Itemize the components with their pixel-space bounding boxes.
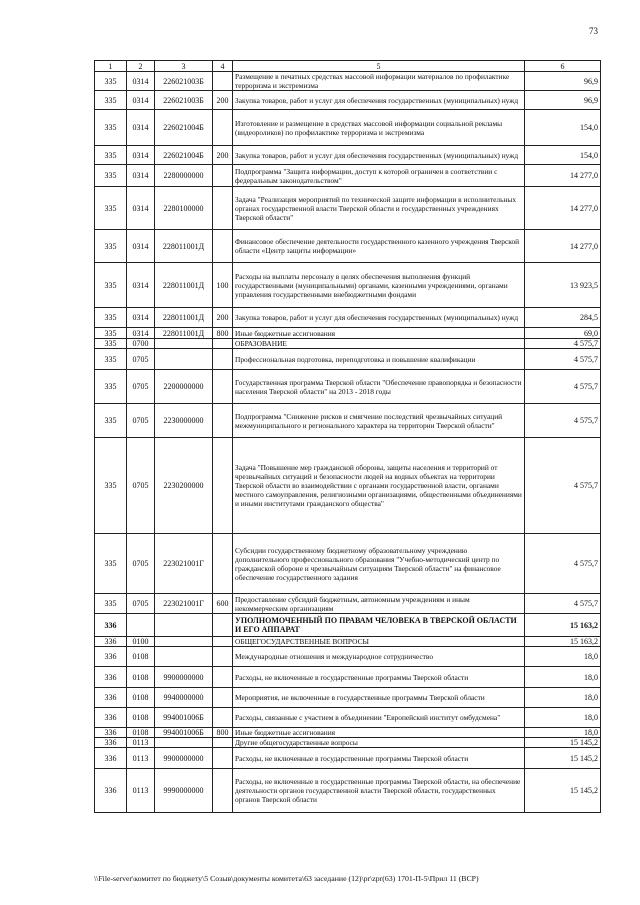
amount-cell: 154,0 — [525, 110, 601, 146]
department-code-cell: 335 — [95, 72, 127, 91]
expense-type-cell: 200 — [213, 146, 233, 165]
department-code-cell: 335 — [95, 438, 127, 534]
expense-type-cell — [213, 637, 233, 647]
section-code-cell: 0108 — [127, 667, 155, 688]
section-code-cell: 0113 — [127, 738, 155, 748]
table-row — [95, 187, 601, 230]
target-article-cell: 9900000000 — [155, 748, 213, 769]
expense-type-cell: 800 — [213, 328, 233, 339]
table-row — [95, 328, 601, 339]
description-cell: Иные бюджетные ассигнования — [233, 328, 525, 339]
department-code-cell: 336 — [95, 738, 127, 748]
department-code-cell: 336 — [95, 708, 127, 728]
table-row — [95, 769, 601, 813]
target-article-cell: 2230000000 — [155, 404, 213, 438]
column-header-2: 2 — [127, 61, 155, 72]
expense-type-cell — [213, 370, 233, 404]
target-article-cell: 9900000000 — [155, 667, 213, 688]
amount-cell: 4 575,7 — [525, 534, 601, 594]
amount-cell: 96,9 — [525, 72, 601, 91]
column-header-6: 6 — [525, 61, 601, 72]
description-cell: Задача "Повышение мер гражданской обороны, защиты населения и территорий от чрезвычайных ситуаций и безопасности людей на водных объектах на территории Тверской области во взаимодействии с органами государственной власти, органами местного самоуправления, религиозными организациями, общественными объединениями и иными институтами гражданского общества" — [233, 438, 525, 534]
description-cell: УПОЛНОМОЧЕННЫЙ ПО ПРАВАМ ЧЕЛОВЕКА В ТВЕРСКОЙ ОБЛАСТИ И ЕГО АППАРАТ — [233, 614, 525, 637]
amount-cell: 15 145,2 — [525, 769, 601, 813]
section-code-cell: 0314 — [127, 230, 155, 263]
expense-type-cell: 200 — [213, 308, 233, 328]
description-cell: Финансовое обеспечение деятельности государственного казенного учреждения Тверской области «Центр защиты информации» — [233, 230, 525, 263]
amount-cell: 4 575,7 — [525, 594, 601, 614]
description-cell: Международные отношения и международное сотрудничество — [233, 647, 525, 667]
expense-type-cell — [213, 748, 233, 769]
department-code-cell: 335 — [95, 230, 127, 263]
description-cell: Профессиональная подготовка, переподготовка и повышение квалификации — [233, 349, 525, 370]
expense-type-cell — [213, 738, 233, 748]
description-cell: Расходы, не включенные в государственные программы Тверской области — [233, 667, 525, 688]
amount-cell: 284,5 — [525, 308, 601, 328]
expense-type-cell — [213, 349, 233, 370]
section-code-cell: 0314 — [127, 146, 155, 165]
table-row — [95, 146, 601, 165]
table-row — [95, 165, 601, 187]
target-article-cell: 9990000000 — [155, 769, 213, 813]
department-code-cell: 335 — [95, 349, 127, 370]
description-cell: Субсидии государственному бюджетному образовательному учреждению дополнительного профессионального образования "Учебно-методический центр по гражданской обороне и чрезвычайным ситуациям Тверской области" на финансовое обеспечение государственного задания — [233, 534, 525, 594]
amount-cell: 14 277,0 — [525, 165, 601, 187]
footer-file-path: \\File-server\комитет по бюджету\5 Созыв\документы комитета\63 заседание (12)\pr\zpr(63) 1701-П-5\Прил 11 (ВСР) — [94, 874, 479, 883]
expense-type-cell — [213, 708, 233, 728]
table-row — [95, 637, 601, 647]
description-cell: Расходы, не включенные в государственные программы Тверской области, на обеспечение деятельности органов государственной власти Тверской области, государственных органов Тверской области — [233, 769, 525, 813]
table-row — [95, 728, 601, 738]
section-code-cell — [127, 614, 155, 637]
section-code-cell: 0705 — [127, 534, 155, 594]
department-code-cell: 335 — [95, 165, 127, 187]
description-cell: Предоставление субсидий бюджетным, автономным учреждениям и иным некоммерческим организациям — [233, 594, 525, 614]
table-row — [95, 110, 601, 146]
amount-cell: 18,0 — [525, 667, 601, 688]
amount-cell: 4 575,7 — [525, 370, 601, 404]
department-code-cell: 335 — [95, 187, 127, 230]
target-article-cell: 223021001Г — [155, 594, 213, 614]
table-row — [95, 308, 601, 328]
table-row — [95, 667, 601, 688]
section-code-cell: 0314 — [127, 263, 155, 308]
section-code-cell: 0705 — [127, 349, 155, 370]
amount-cell: 4 575,7 — [525, 438, 601, 534]
section-code-cell: 0108 — [127, 647, 155, 667]
expense-type-cell — [213, 769, 233, 813]
target-article-cell: 223021001Г — [155, 534, 213, 594]
amount-cell: 18,0 — [525, 728, 601, 738]
amount-cell: 15 163,2 — [525, 637, 601, 647]
expense-type-cell — [213, 339, 233, 349]
table-row — [95, 614, 601, 637]
description-cell: Мероприятия, не включенные в государственные программы Тверской области — [233, 688, 525, 708]
table-header-row — [95, 61, 601, 72]
amount-cell: 18,0 — [525, 688, 601, 708]
department-code-cell: 336 — [95, 748, 127, 769]
amount-cell: 14 277,0 — [525, 187, 601, 230]
target-article-cell — [155, 647, 213, 667]
amount-cell: 15 145,2 — [525, 738, 601, 748]
table-row — [95, 370, 601, 404]
table-row — [95, 339, 601, 349]
table-row — [95, 688, 601, 708]
amount-cell: 4 575,7 — [525, 339, 601, 349]
section-code-cell: 0314 — [127, 328, 155, 339]
column-header-3: 3 — [155, 61, 213, 72]
table-body — [95, 72, 601, 813]
section-code-cell: 0113 — [127, 748, 155, 769]
section-code-cell: 0700 — [127, 339, 155, 349]
expense-type-cell — [213, 647, 233, 667]
target-article-cell: 2230200000 — [155, 438, 213, 534]
expense-type-cell — [213, 438, 233, 534]
target-article-cell: 226021003Б — [155, 72, 213, 91]
description-cell: ОБЩЕГОСУДАРСТВЕННЫЕ ВОПРОСЫ — [233, 637, 525, 647]
amount-cell: 15 163,2 — [525, 614, 601, 637]
expense-type-cell — [213, 404, 233, 438]
table-row — [95, 594, 601, 614]
section-code-cell: 0314 — [127, 72, 155, 91]
section-code-cell: 0705 — [127, 370, 155, 404]
department-code-cell: 335 — [95, 534, 127, 594]
description-cell: Расходы, связанные с участием в объединении "Европейский институт омбудсмена" — [233, 708, 525, 728]
target-article-cell: 228011001Д — [155, 328, 213, 339]
table-row — [95, 72, 601, 91]
section-code-cell: 0314 — [127, 91, 155, 110]
description-cell: Закупка товаров, работ и услуг для обеспечения государственных (муниципальных) нужд — [233, 146, 525, 165]
budget-table — [94, 60, 601, 813]
department-code-cell: 335 — [95, 339, 127, 349]
section-code-cell: 0705 — [127, 404, 155, 438]
description-cell: Подпрограмма "Снижение рисков и смягчение последствий чрезвычайных ситуаций межмуниципального и регионального характера на территории Тверской области" — [233, 404, 525, 438]
expense-type-cell: 200 — [213, 91, 233, 110]
department-code-cell: 336 — [95, 728, 127, 738]
section-code-cell: 0108 — [127, 688, 155, 708]
amount-cell: 69,0 — [525, 328, 601, 339]
department-code-cell: 335 — [95, 146, 127, 165]
target-article-cell: 9940000000 — [155, 688, 213, 708]
target-article-cell: 226021003Б — [155, 91, 213, 110]
department-code-cell: 336 — [95, 614, 127, 637]
expense-type-cell — [213, 534, 233, 594]
target-article-cell: 994001006Б — [155, 728, 213, 738]
description-cell: ОБРАЗОВАНИЕ — [233, 339, 525, 349]
amount-cell: 96,9 — [525, 91, 601, 110]
department-code-cell: 335 — [95, 594, 127, 614]
description-cell: Изготовление и размещение в средствах массовой информации социальной рекламы (видеороликов) по профилактике терроризма и экстремизма — [233, 110, 525, 146]
department-code-cell: 336 — [95, 667, 127, 688]
department-code-cell: 335 — [95, 110, 127, 146]
column-header-4: 4 — [213, 61, 233, 72]
expense-type-cell — [213, 72, 233, 91]
expense-type-cell — [213, 614, 233, 637]
expense-type-cell — [213, 187, 233, 230]
section-code-cell: 0108 — [127, 708, 155, 728]
description-cell: Иные бюджетные ассигнования — [233, 728, 525, 738]
table-row — [95, 738, 601, 748]
target-article-cell — [155, 349, 213, 370]
description-cell: Другие общегосударственные вопросы — [233, 738, 525, 748]
expense-type-cell: 600 — [213, 594, 233, 614]
target-article-cell: 226021004Б — [155, 110, 213, 146]
target-article-cell: 228011001Д — [155, 308, 213, 328]
section-code-cell: 0314 — [127, 165, 155, 187]
description-cell: Расходы на выплаты персоналу в целях обеспечения выполнения функций государственными (муниципальными) органами, казенными учреждениями, органами управления государственными внебюджетными фондами — [233, 263, 525, 308]
department-code-cell: 335 — [95, 328, 127, 339]
table-row — [95, 748, 601, 769]
expense-type-cell — [213, 667, 233, 688]
description-cell: Закупка товаров, работ и услуг для обеспечения государственных (муниципальных) нужд — [233, 91, 525, 110]
amount-cell: 14 277,0 — [525, 230, 601, 263]
description-cell: Задача "Реализация мероприятий по технической защите информации в исполнительных органах государственной власти Тверской области и государственных учреждениях Тверской области" — [233, 187, 525, 230]
expense-type-cell — [213, 230, 233, 263]
description-cell: Подпрограмма "Защита информации, доступ к которой ограничен в соответствии с федеральным законодательством" — [233, 165, 525, 187]
target-article-cell: 2200000000 — [155, 370, 213, 404]
description-cell: Размещение в печатных средствах массовой информации материалов по профилактике терроризма и экстремизма — [233, 72, 525, 91]
department-code-cell: 335 — [95, 91, 127, 110]
amount-cell: 154,0 — [525, 146, 601, 165]
target-article-cell: 2280100000 — [155, 187, 213, 230]
amount-cell: 18,0 — [525, 708, 601, 728]
target-article-cell: 2280000000 — [155, 165, 213, 187]
table-row — [95, 91, 601, 110]
table-row — [95, 438, 601, 534]
table-row — [95, 230, 601, 263]
department-code-cell: 336 — [95, 688, 127, 708]
department-code-cell: 335 — [95, 404, 127, 438]
department-code-cell: 336 — [95, 769, 127, 813]
department-code-cell: 335 — [95, 263, 127, 308]
table-row — [95, 647, 601, 667]
table-row — [95, 708, 601, 728]
amount-cell: 4 575,7 — [525, 404, 601, 438]
section-code-cell: 0314 — [127, 110, 155, 146]
section-code-cell: 0113 — [127, 769, 155, 813]
page-number: 73 — [589, 26, 598, 36]
section-code-cell: 0705 — [127, 594, 155, 614]
expense-type-cell: 800 — [213, 728, 233, 738]
expense-type-cell — [213, 688, 233, 708]
target-article-cell — [155, 614, 213, 637]
table-row — [95, 263, 601, 308]
section-code-cell: 0108 — [127, 728, 155, 738]
target-article-cell: 994001006Б — [155, 708, 213, 728]
target-article-cell: 228011001Д — [155, 263, 213, 308]
amount-cell: 13 923,5 — [525, 263, 601, 308]
amount-cell: 18,0 — [525, 647, 601, 667]
department-code-cell: 336 — [95, 637, 127, 647]
table-row — [95, 534, 601, 594]
department-code-cell: 336 — [95, 647, 127, 667]
description-cell: Государственная программа Тверской области "Обеспечение правопорядка и безопасности населения Тверской области" на 2013 - 2018 годы — [233, 370, 525, 404]
target-article-cell: 228011001Д — [155, 230, 213, 263]
column-header-1: 1 — [95, 61, 127, 72]
target-article-cell: 226021004Б — [155, 146, 213, 165]
target-article-cell — [155, 637, 213, 647]
section-code-cell: 0314 — [127, 187, 155, 230]
expense-type-cell — [213, 110, 233, 146]
target-article-cell — [155, 339, 213, 349]
target-article-cell — [155, 738, 213, 748]
description-cell: Закупка товаров, работ и услуг для обеспечения государственных (муниципальных) нужд — [233, 308, 525, 328]
expense-type-cell: 100 — [213, 263, 233, 308]
amount-cell: 4 575,7 — [525, 349, 601, 370]
department-code-cell: 335 — [95, 370, 127, 404]
section-code-cell: 0100 — [127, 637, 155, 647]
description-cell: Расходы, не включенные в государственные программы Тверской области — [233, 748, 525, 769]
table-row — [95, 349, 601, 370]
section-code-cell: 0314 — [127, 308, 155, 328]
expense-type-cell — [213, 165, 233, 187]
section-code-cell: 0705 — [127, 438, 155, 534]
amount-cell: 15 145,2 — [525, 748, 601, 769]
department-code-cell: 335 — [95, 308, 127, 328]
table-row — [95, 404, 601, 438]
column-header-5: 5 — [233, 61, 525, 72]
